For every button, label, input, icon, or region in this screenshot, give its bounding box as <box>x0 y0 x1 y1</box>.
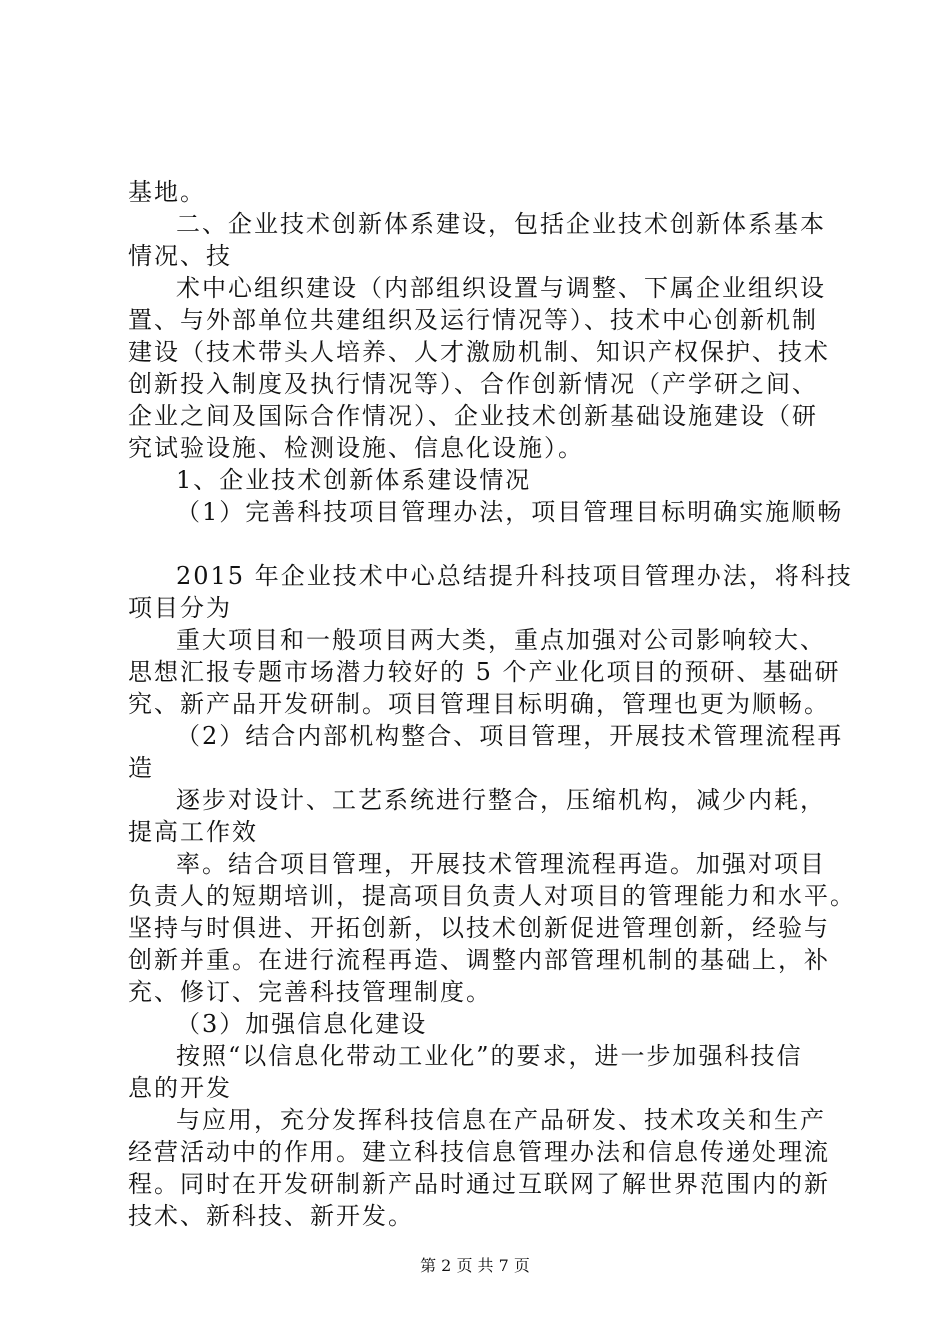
section-heading: 二、企业技术创新体系建设，包括企业技术创新体系基本 <box>176 210 826 238</box>
text-line: 逐步对设计、工艺系统进行整合，压缩机构，减少内耗， <box>176 786 826 814</box>
text-line: 率。结合项目管理，开展技术管理流程再造。加强对项目 <box>176 850 826 878</box>
text-line: 负责人的短期培训，提高项目负责人对项目的管理能力和水平。 <box>128 882 856 910</box>
text-line: 造 <box>128 754 154 782</box>
text-line: 创新投入制度及执行情况等）、合作创新情况（产学研之间、 <box>128 370 818 398</box>
text-line: 究试验设施、检测设施、信息化设施）。 <box>128 434 584 462</box>
text-line: 创新并重。在进行流程再造、调整内部管理机制的基础上，补 <box>128 946 830 974</box>
text-line: 充、修订、完善科技管理制度。 <box>128 978 492 1006</box>
text-line: 究、新产品开发研制。项目管理目标明确，管理也更为顺畅。 <box>128 690 830 718</box>
text-line: 项目分为 <box>128 594 232 622</box>
text-line: 提高工作效 <box>128 818 258 846</box>
text-line: 程。同时在开发研制新产品时通过互联网了解世界范围内的新 <box>128 1170 830 1198</box>
text-line: 置、与外部单位共建组织及运行情况等）、技术中心创新机制 <box>128 306 818 334</box>
subsection-heading: 1、企业技术创新体系建设情况 <box>176 466 532 494</box>
text-line: 息的开发 <box>128 1074 232 1102</box>
text-line: 与应用，充分发挥科技信息在产品研发、技术攻关和生产 <box>176 1106 826 1134</box>
text-line: 情况、技 <box>128 242 232 270</box>
item-heading-1: （1）完善科技项目管理办法，项目管理目标明确实施顺畅 <box>176 498 844 526</box>
text-line: 经营活动中的作用。建立科技信息管理办法和信息传递处理流 <box>128 1138 830 1166</box>
text-line: 术中心组织建设（内部组织设置与调整、下属企业组织设 <box>176 274 826 302</box>
text-line: 技术、新科技、新开发。 <box>128 1202 414 1230</box>
text-line: 基地。 <box>128 178 206 206</box>
item-heading-3: （3）加强信息化建设 <box>176 1010 428 1038</box>
text-line: 重大项目和一般项目两大类，重点加强对公司影响较大、 <box>176 626 826 654</box>
text-line: 2015 年企业技术中心总结提升科技项目管理办法，将科技 <box>176 562 853 590</box>
text-line: 企业之间及国际合作情况）、企业技术创新基础设施建设（研 <box>128 402 818 430</box>
text-line: 建设（技术带头人培养、人才激励机制、知识产权保护、技术 <box>128 338 830 366</box>
text-line: 思想汇报专题市场潜力较好的 5 个产业化项目的预研、基础研 <box>128 658 841 686</box>
text-line: 按照“以信息化带动工业化”的要求，进一步加强科技信 <box>176 1042 803 1070</box>
text-line: 坚持与时俱进、开拓创新，以技术创新促进管理创新，经验与 <box>128 914 830 942</box>
item-heading-2: （2）结合内部机构整合、项目管理，开展技术管理流程再 <box>176 722 844 750</box>
page-number-footer: 第 2 页 共 7 页 <box>420 1256 530 1275</box>
